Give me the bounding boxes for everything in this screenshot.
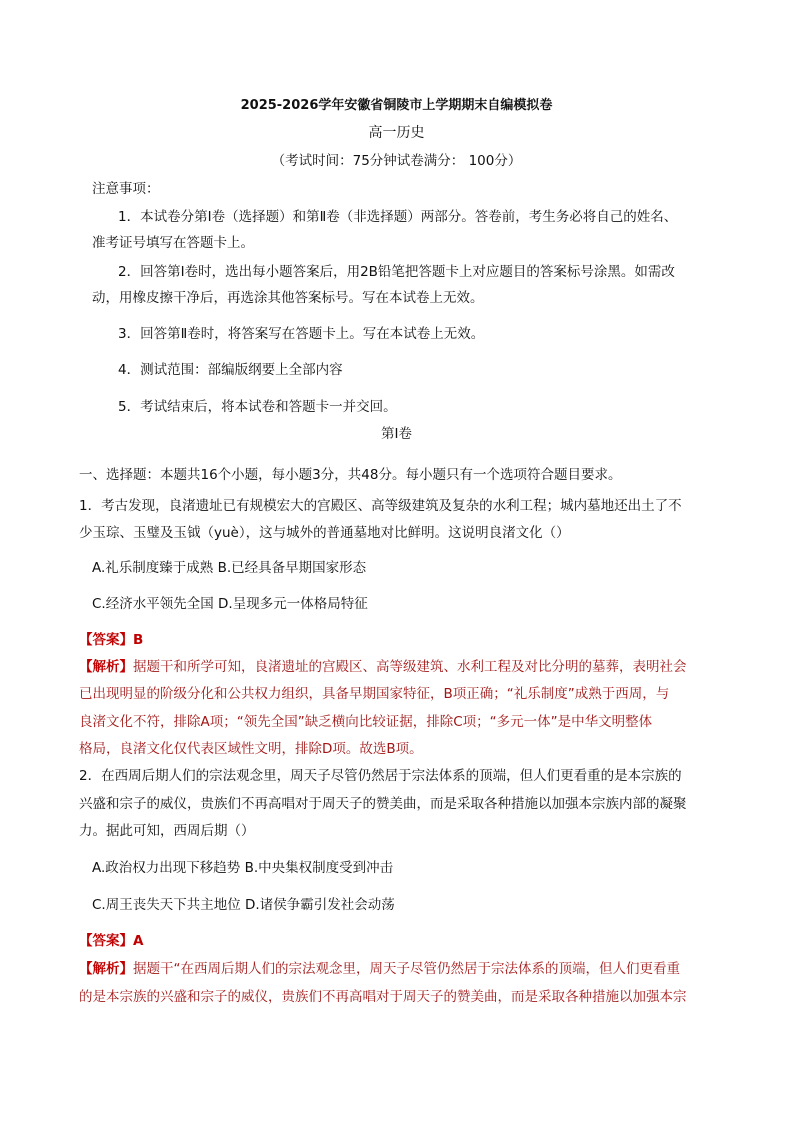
question-1-line-2: 少玉琮、玉璧及玉钺（yuè），这与城外的普通墓地对比鲜明。这说明良渚文化（） bbox=[79, 525, 570, 541]
question-1-analysis-line-3: 良渚文化不符，排除A项；“领先全国”缺乏横向比较证据，排除C项；“多元一体”是中华文明整体 bbox=[79, 714, 653, 730]
analysis-tag: 【解析】 bbox=[79, 961, 133, 977]
answer-value: A bbox=[133, 933, 144, 949]
answer-value: B bbox=[133, 632, 144, 648]
exam-info: （考试时间：75分钟试卷满分： 100分） bbox=[271, 153, 522, 169]
question-1-analysis-line-2: 已出现明显的阶级分化和公共权力组织，具备早期国家特征，B项正确；“礼乐制度”成熟于西周，与 bbox=[79, 686, 670, 702]
question-2-line-2: 兴盛和宗子的威仪，贵族们不再高唱对于周天子的赞美曲，而是采取各种措施以加强本宗族内部的凝聚 bbox=[79, 796, 687, 812]
subject-title: 高一历史 bbox=[368, 125, 425, 141]
answer-tag: 【答案】 bbox=[79, 933, 133, 949]
analysis-text: 据题干和所学可知，良渚遗址的宫殿区、高等级建筑、水利工程及对比分明的墓葬，表明社会 bbox=[133, 659, 687, 675]
question-1-options-ab: A.礼乐制度臻于成熟 B.已经具备早期国家形态 bbox=[92, 560, 367, 576]
volume-heading: 第Ⅰ卷 bbox=[381, 426, 412, 442]
question-2-analysis-line-1 bbox=[79, 960, 680, 978]
question-1-line-1: 1．考古发现，良渚遗址已有规模宏大的宫殿区、高等级建筑及复杂的水利工程；城内墓地还出土了不 bbox=[79, 498, 682, 514]
question-1-analysis-line-1 bbox=[79, 658, 687, 676]
analysis-text: 据题干“在西周后期人们的宗法观念里，周天子尽管仍然居于宗法体系的顶端，但人们更看重 bbox=[133, 961, 680, 977]
notice-item-1-line-1: 1．本试卷分第Ⅰ卷（选择题）和第Ⅱ卷（非选择题）两部分。答卷前，考生务必将自己的姓名、 bbox=[118, 209, 678, 225]
question-2-analysis-line-2: 的是本宗族的兴盛和宗子的威仪，贵族们不再高唱对于周天子的赞美曲，而是采取各种措施以加强本宗 bbox=[79, 989, 687, 1005]
question-1-options-cd: C.经济水平领先全国 D.呈现多元一体格局特征 bbox=[92, 596, 368, 612]
question-2-line-3: 力。据此可知，西周后期（） bbox=[79, 823, 255, 839]
question-2-options-ab: A.政治权力出现下移趋势 B.中央集权制度受到冲击 bbox=[92, 860, 394, 876]
notice-item-3: 3．回答第Ⅱ卷时，将答案写在答题卡上。写在本试卷上无效。 bbox=[118, 326, 485, 342]
section-heading: 一、选择题：本题共16个小题，每小题3分，共48分。每小题只有一个选项符合题目要求。 bbox=[79, 467, 622, 483]
question-2-line-1: 2．在西周后期人们的宗法观念里，周天子尽管仍然居于宗法体系的顶端，但人们更看重的是本宗族的 bbox=[79, 768, 682, 784]
notice-item-2-line-2: 动，用橡皮擦干净后，再选涂其他答案标号。写在本试卷上无效。 bbox=[92, 290, 484, 306]
notice-item-4: 4．测试范围：部编版纲要上全部内容 bbox=[118, 362, 343, 378]
question-1-analysis-line-4: 格局，良渚文化仅代表区域性文明，排除D项。故选B项。 bbox=[79, 741, 423, 757]
notice-item-1-line-2: 准考证号填写在答题卡上。 bbox=[92, 235, 254, 251]
exam-title: 2025-2026学年安徽省铜陵市上学期期末自编模拟卷 bbox=[240, 98, 553, 113]
answer-tag: 【答案】 bbox=[79, 632, 133, 648]
notice-item-5: 5．考试结束后，将本试卷和答题卡一并交回。 bbox=[118, 399, 397, 415]
notice-heading: 注意事项： bbox=[92, 181, 160, 197]
notice-item-2-line-1: 2．回答第Ⅰ卷时，选出每小题答案后，用2B铅笔把答题卡上对应题目的答案标号涂黑。如需改 bbox=[118, 264, 675, 280]
question-1-answer bbox=[79, 631, 143, 649]
question-2-options-cd: C.周王丧失天下共主地位 D.诸侯争霸引发社会动荡 bbox=[92, 897, 395, 913]
analysis-tag: 【解析】 bbox=[79, 659, 133, 675]
question-2-answer bbox=[79, 932, 143, 950]
